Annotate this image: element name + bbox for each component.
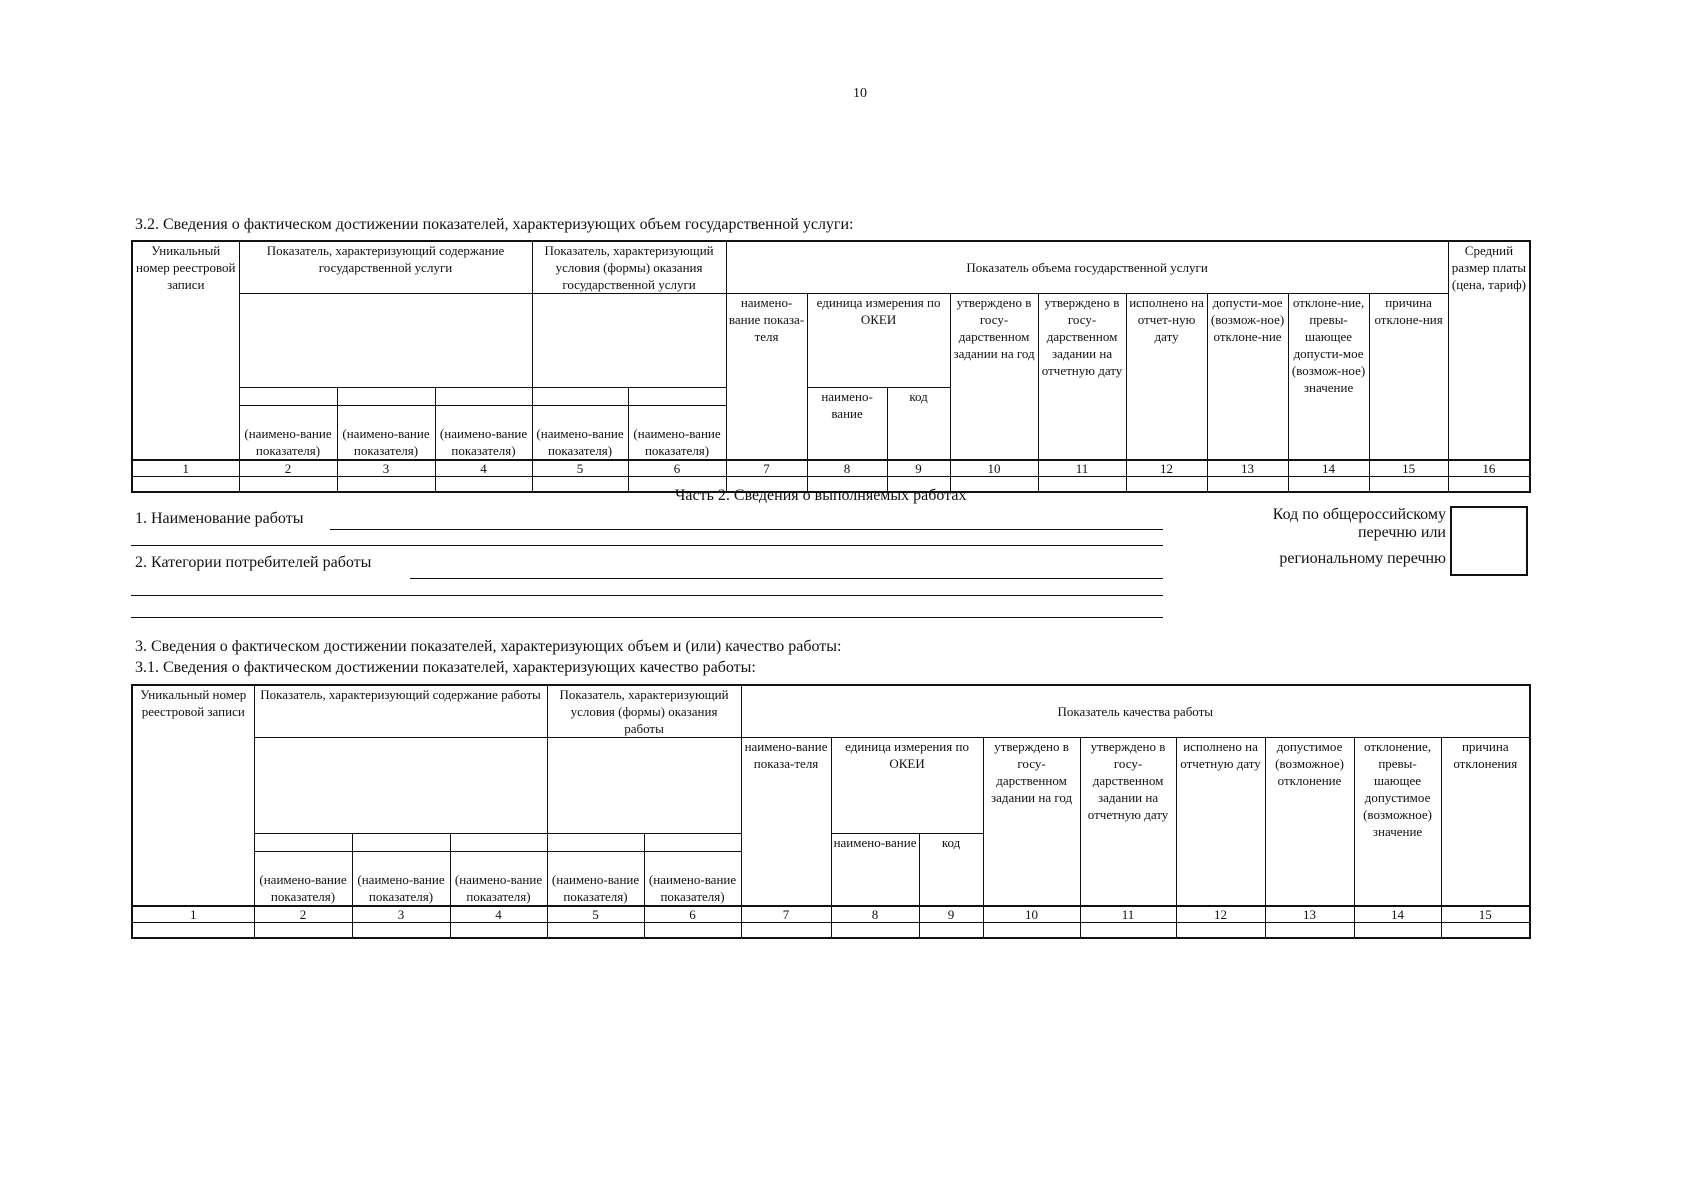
table-cell[interactable] — [983, 922, 1080, 938]
sub-blank-cell — [239, 388, 337, 406]
column-number: 11 — [1080, 906, 1176, 923]
table-cell[interactable] — [741, 922, 831, 938]
header-unit-name: наимено-вание — [807, 388, 887, 460]
column-number: 3 — [337, 460, 435, 477]
table-cell[interactable] — [532, 476, 628, 492]
header-deviation-reason: причина отклоне-ния — [1369, 294, 1448, 460]
consumers-field[interactable] — [410, 578, 1163, 579]
column-number: 10 — [950, 460, 1038, 477]
table-cell[interactable] — [1080, 922, 1176, 938]
column-number: 3 — [352, 906, 450, 923]
registry-code-label-line-3: региональному перечню — [1279, 550, 1446, 567]
table-cell[interactable] — [1176, 922, 1265, 938]
header-indicator-name: наимено-вание показа-теля — [741, 738, 831, 906]
quality-work-table — [131, 684, 1531, 939]
sub-indicator-name: (наимено-вание показателя) — [352, 852, 450, 906]
column-number: 13 — [1207, 460, 1288, 477]
header-approved-year: утверждено в госу-дарственном задании на год — [983, 738, 1080, 906]
column-number: 5 — [532, 460, 628, 477]
table-cell[interactable] — [1354, 922, 1441, 938]
column-number: 1 — [132, 460, 239, 477]
column-number: 12 — [1126, 460, 1207, 477]
sub-indicator-name: (наимено-вание показателя) — [450, 852, 547, 906]
header-approved-date: утверждено в госу-дарственном задании на отчетную дату — [1038, 294, 1126, 460]
column-number: 15 — [1441, 906, 1530, 923]
table-cell[interactable] — [1126, 476, 1207, 492]
header-allowed-deviation: допустимое (возможное) отклонение — [1265, 738, 1354, 906]
header-unit-okei: единица измерения по ОКЕИ — [807, 294, 950, 388]
column-number: 11 — [1038, 460, 1126, 477]
section-3-heading: 3. Сведения о фактическом достижении показателей, характеризующих объем и (или) качество работы: — [135, 638, 842, 655]
header-unique-number: Уникальный номер реестровой записи — [132, 685, 254, 906]
sub-blank-cell — [337, 388, 435, 406]
header-approved-date: утверждено в госу-дарственном задании на отчетную дату — [1080, 738, 1176, 906]
table-cell[interactable] — [1207, 476, 1288, 492]
header-unique-number: Уникальный номер реестровой записи — [132, 241, 239, 460]
table-cell[interactable] — [352, 922, 450, 938]
column-number: 6 — [644, 906, 741, 923]
table-cell[interactable] — [239, 476, 337, 492]
table-cell[interactable] — [644, 922, 741, 938]
header-content-indicator: Показатель, характеризующий содержание государственной услуги — [239, 241, 532, 294]
column-number: 2 — [254, 906, 352, 923]
table-cell[interactable] — [450, 922, 547, 938]
section-3-2-heading: 3.2. Сведения о фактическом достижении показателей, характеризующих объем государственной услуги: — [135, 216, 854, 233]
content-indicator-spacer — [239, 294, 532, 388]
work-name-field-line-2[interactable] — [131, 545, 1163, 546]
table-cell[interactable] — [1038, 476, 1126, 492]
header-executed: исполнено на отчет-ную дату — [1126, 294, 1207, 460]
column-number: 16 — [1448, 460, 1530, 477]
column-number: 9 — [919, 906, 983, 923]
column-number: 13 — [1265, 906, 1354, 923]
header-deviation-reason: причина отклонения — [1441, 738, 1530, 906]
column-number: 15 — [1369, 460, 1448, 477]
registry-code-label-line-1: Код по общероссийскому — [1272, 506, 1446, 523]
table-cell[interactable] — [1448, 476, 1530, 492]
sub-indicator-name: (наимено-вание показателя) — [239, 406, 337, 460]
sub-blank-cell — [450, 834, 547, 852]
sub-indicator-name: (наимено-вание показателя) — [628, 406, 726, 460]
sub-blank-cell — [628, 388, 726, 406]
content-indicator-spacer — [254, 738, 547, 834]
registry-code-label — [1273, 506, 1446, 568]
header-unit-name: наимено-вание — [831, 834, 919, 906]
sub-indicator-name: (наимено-вание показателя) — [547, 852, 644, 906]
table-cell[interactable] — [1369, 476, 1448, 492]
header-unit-code: код — [919, 834, 983, 906]
sub-blank-cell — [532, 388, 628, 406]
header-average-fee: Средний размер платы (цена, тариф) — [1448, 241, 1530, 460]
consumers-field-line-3[interactable] — [131, 617, 1163, 618]
table-cell[interactable] — [435, 476, 532, 492]
header-approved-year: утверждено в госу-дарственном задании на год — [950, 294, 1038, 460]
consumers-field-line-2[interactable] — [131, 595, 1163, 596]
conditions-indicator-spacer — [532, 294, 726, 388]
column-number: 10 — [983, 906, 1080, 923]
sub-indicator-name: (наимено-вание показателя) — [532, 406, 628, 460]
table-cell[interactable] — [831, 922, 919, 938]
column-number: 8 — [807, 460, 887, 477]
column-number: 14 — [1354, 906, 1441, 923]
consumers-label: 2. Категории потребителей работы — [135, 554, 372, 571]
header-content-indicator: Показатель, характеризующий содержание работы — [254, 685, 547, 738]
conditions-indicator-spacer — [547, 738, 741, 834]
sub-blank-cell — [435, 388, 532, 406]
sub-blank-cell — [352, 834, 450, 852]
column-number: 5 — [547, 906, 644, 923]
table-cell[interactable] — [1441, 922, 1530, 938]
table-cell[interactable] — [919, 922, 983, 938]
column-number: 8 — [831, 906, 919, 923]
header-executed: исполнено на отчетную дату — [1176, 738, 1265, 906]
column-number: 1 — [132, 906, 254, 923]
volume-service-table — [131, 240, 1531, 493]
column-number: 4 — [450, 906, 547, 923]
header-quality-indicator: Показатель качества работы — [741, 685, 1530, 738]
work-name-field[interactable] — [330, 529, 1163, 530]
table-cell[interactable] — [1265, 922, 1354, 938]
header-volume-indicator: Показатель объема государственной услуги — [726, 241, 1448, 294]
registry-code-box[interactable] — [1450, 506, 1528, 576]
column-number: 4 — [435, 460, 532, 477]
header-exceeding-deviation: отклоне-ние, превы-шающее допусти-мое (возмож-ное) значение — [1288, 294, 1369, 460]
sub-indicator-name: (наимено-вание показателя) — [254, 852, 352, 906]
part-2-title: Часть 2. Сведения о выполняемых работах — [675, 487, 967, 504]
header-indicator-name: наимено-вание показа-теля — [726, 294, 807, 460]
table-cell[interactable] — [1288, 476, 1369, 492]
table-cell[interactable] — [132, 476, 239, 492]
column-number: 14 — [1288, 460, 1369, 477]
sub-blank-cell — [644, 834, 741, 852]
sub-indicator-name: (наимено-вание показателя) — [337, 406, 435, 460]
header-allowed-deviation: допусти-мое (возмож-ное) отклоне-ние — [1207, 294, 1288, 460]
column-number: 7 — [741, 906, 831, 923]
table-cell[interactable] — [254, 922, 352, 938]
section-3-1-heading: 3.1. Сведения о фактическом достижении показателей, характеризующих качество работы: — [135, 659, 756, 676]
table-row — [132, 922, 1530, 938]
table-cell[interactable] — [547, 922, 644, 938]
header-unit-okei: единица измерения по ОКЕИ — [831, 738, 983, 834]
header-unit-code: код — [887, 388, 950, 460]
sub-indicator-name: (наимено-вание показателя) — [644, 852, 741, 906]
sub-indicator-name: (наимено-вание показателя) — [435, 406, 532, 460]
sub-blank-cell — [547, 834, 644, 852]
sub-blank-cell — [254, 834, 352, 852]
header-conditions-indicator: Показатель, характеризующий условия (формы) оказания работы — [547, 685, 741, 738]
page-number: 10 — [853, 86, 867, 101]
column-number: 9 — [887, 460, 950, 477]
table-cell[interactable] — [337, 476, 435, 492]
registry-code-label-line-2: перечню или — [1357, 524, 1446, 541]
header-exceeding-deviation: отклонение, превы-шающее допустимое (возможное) значение — [1354, 738, 1441, 906]
table-cell[interactable] — [132, 922, 254, 938]
column-number: 2 — [239, 460, 337, 477]
column-number: 12 — [1176, 906, 1265, 923]
header-conditions-indicator: Показатель, характеризующий условия (формы) оказания государственной услуги — [532, 241, 726, 294]
work-name-label: 1. Наименование работы — [135, 510, 304, 527]
column-number: 7 — [726, 460, 807, 477]
column-number: 6 — [628, 460, 726, 477]
